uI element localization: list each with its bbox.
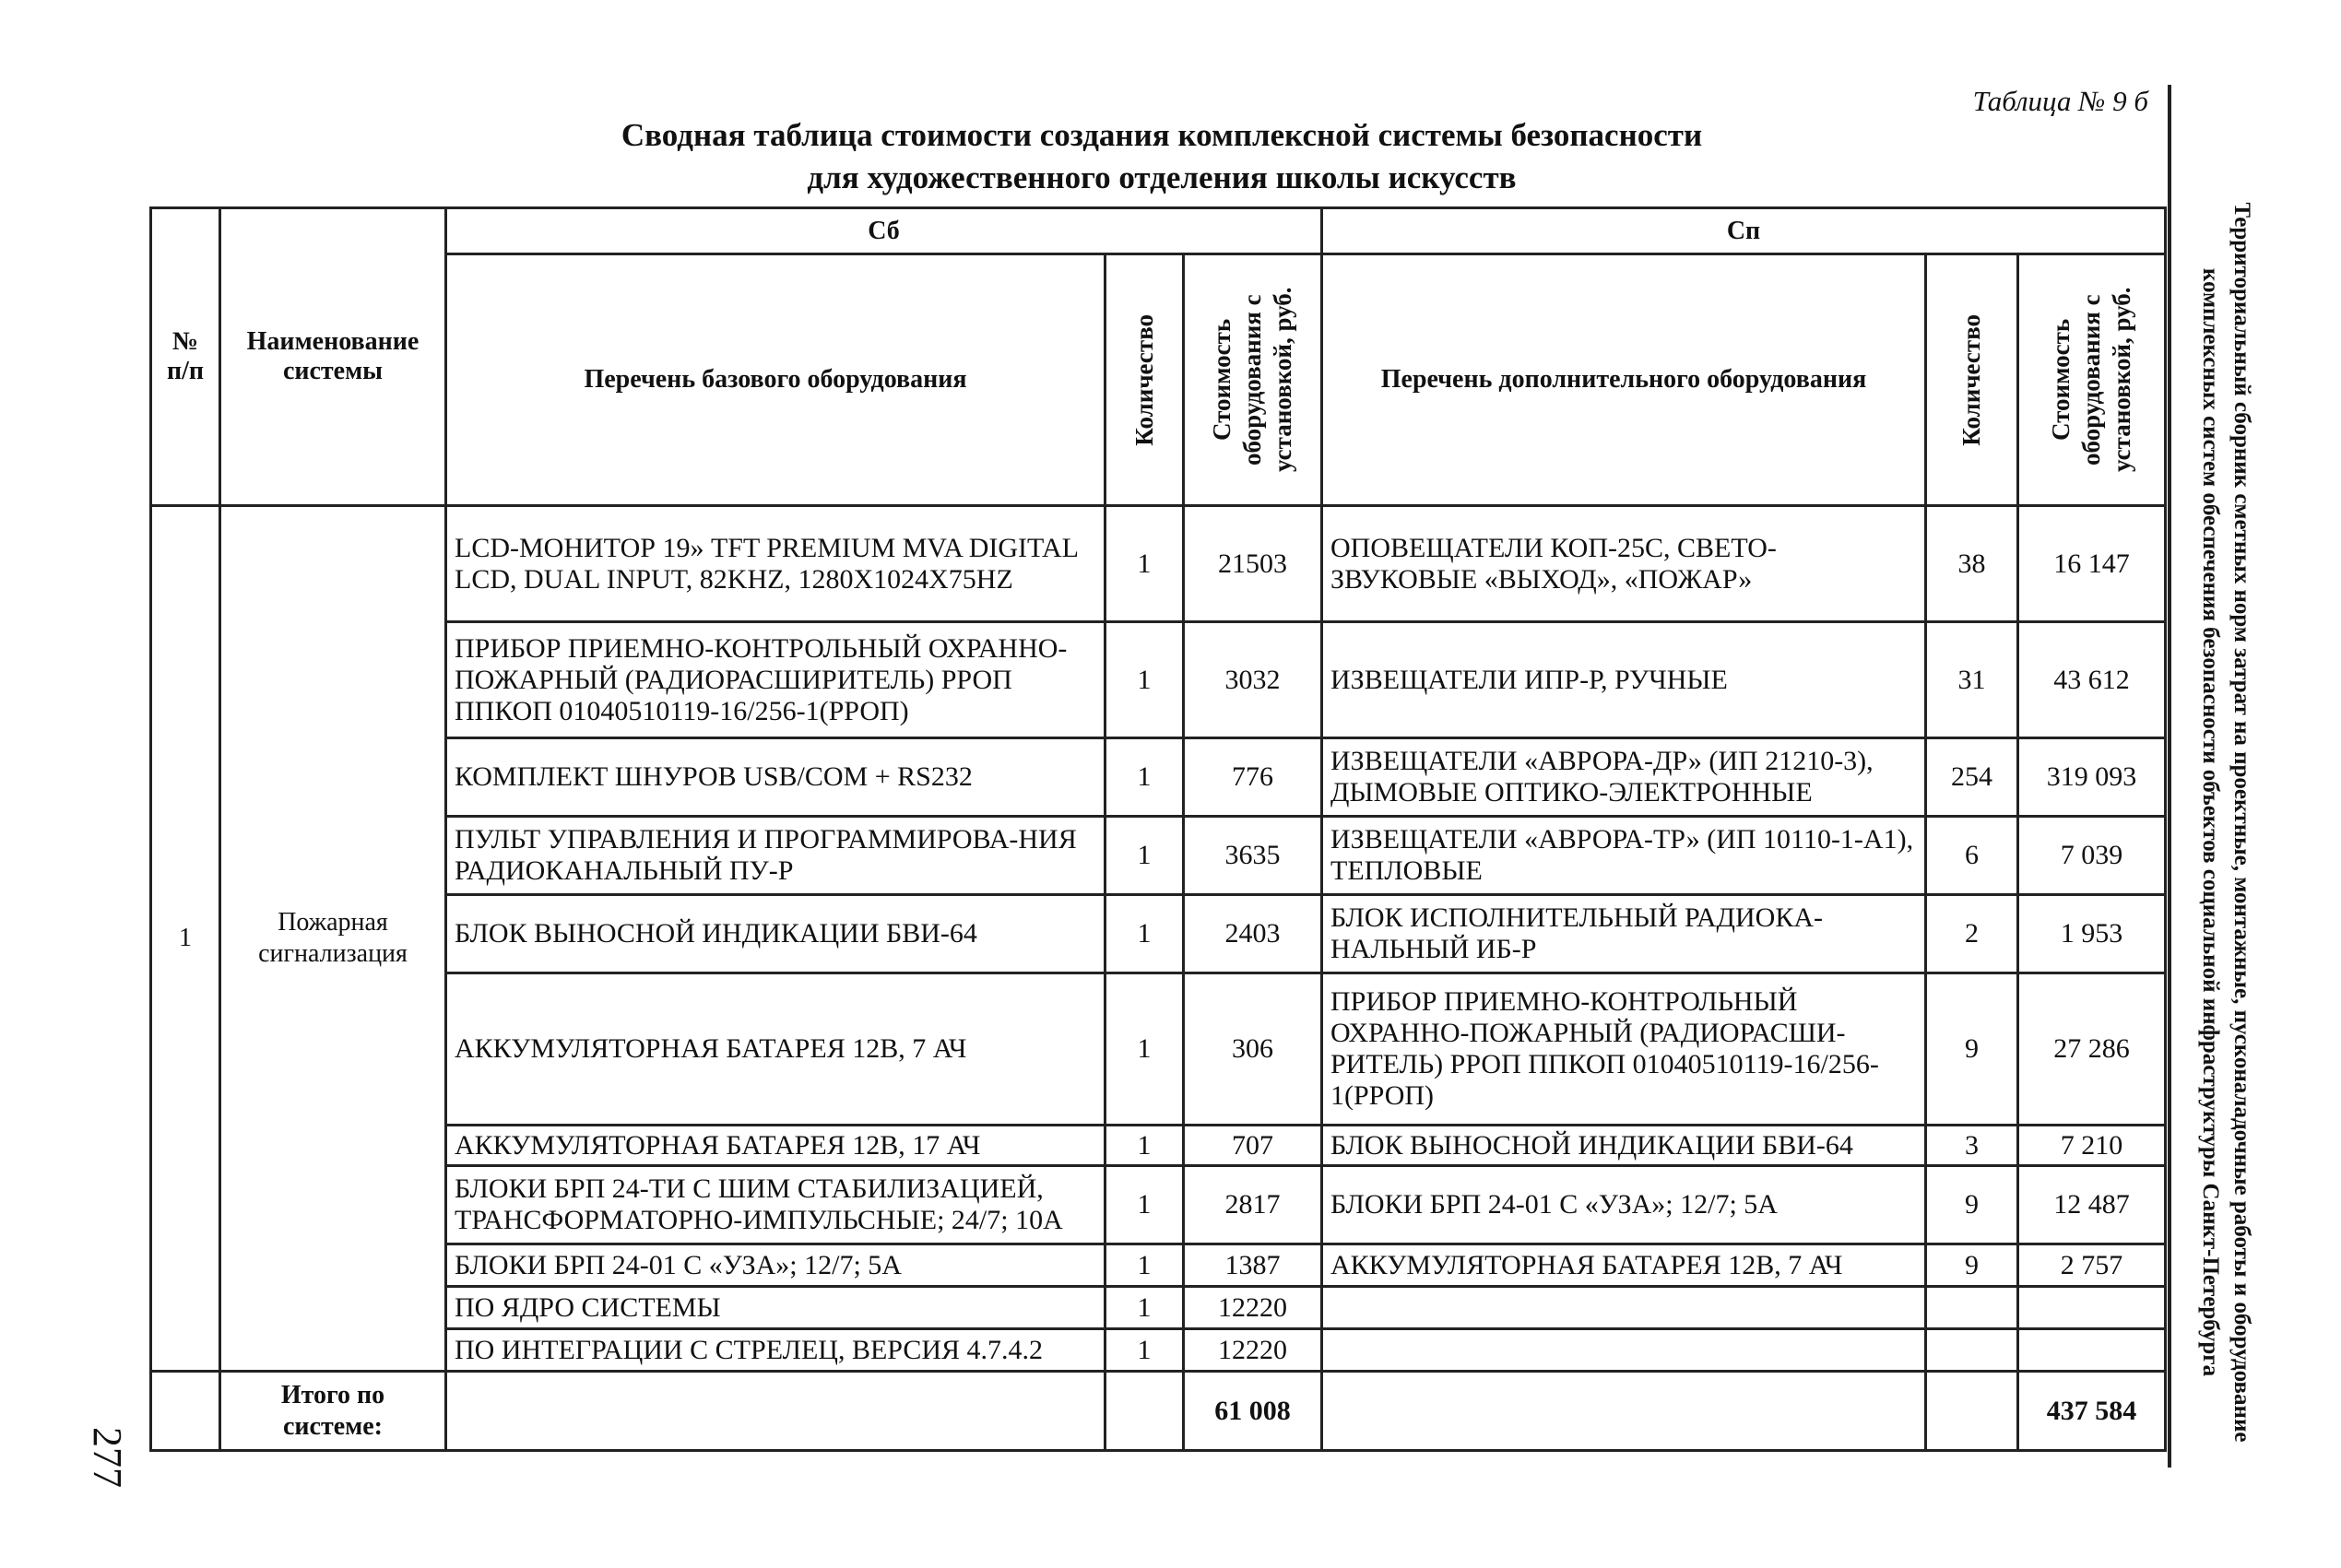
total-label: Итого по системе: (220, 1372, 446, 1451)
extra-qty: 9 (1926, 973, 2018, 1126)
base-cost: 3635 (1184, 817, 1322, 895)
table-row (151, 1126, 2166, 1166)
total-sp: 437 584 (2018, 1372, 2166, 1451)
header-sp: Сп (1322, 208, 2166, 254)
table-row (151, 1287, 2166, 1329)
extra-equipment: БЛОК ИСПОЛНИТЕЛЬНЫЙ РАДИОКА-НАЛЬНЫЙ ИБ-Р (1322, 895, 1926, 973)
header-cost-2: Стоимость оборудования с установкой, руб. (2018, 254, 2166, 506)
base-cost: 707 (1184, 1126, 1322, 1166)
base-cost: 12220 (1184, 1329, 1322, 1372)
total-sb: 61 008 (1184, 1372, 1322, 1451)
extra-cost: 2 757 (2018, 1244, 2166, 1287)
base-equipment: БЛОК ВЫНОСНОЙ ИНДИКАЦИИ БВИ-64 (446, 895, 1105, 973)
table-row (151, 1166, 2166, 1244)
header-base-list: Перечень базового оборудования (446, 254, 1105, 506)
total-num-cell (151, 1372, 220, 1451)
base-qty: 1 (1105, 1244, 1184, 1287)
header-num: № п/п (151, 208, 220, 506)
table-row (151, 738, 2166, 817)
extra-cost: 12 487 (2018, 1166, 2166, 1244)
base-equipment: АККУМУЛЯТОРНАЯ БАТАРЕЯ 12В, 7 АЧ (446, 973, 1105, 1126)
page-number (85, 1427, 140, 1510)
table-row (151, 973, 2166, 1126)
extra-qty: 9 (1926, 1166, 2018, 1244)
extra-qty (1926, 1329, 2018, 1372)
extra-qty: 38 (1926, 506, 2018, 622)
extra-cost (2018, 1287, 2166, 1329)
base-cost: 1387 (1184, 1244, 1322, 1287)
extra-qty: 254 (1926, 738, 2018, 817)
base-qty: 1 (1105, 1287, 1184, 1329)
extra-cost: 43 612 (2018, 622, 2166, 738)
base-equipment: ПРИБОР ПРИЕМНО-КОНТРОЛЬНЫЙ ОХРАННО-ПОЖАРНЫЙ (РАДИОРАСШИРИТЕЛЬ) РРОП ППКОП 01040510119-16/256-1(РРОП) (446, 622, 1105, 738)
extra-equipment: ПРИБОР ПРИЕМНО-КОНТРОЛЬНЫЙ ОХРАННО-ПОЖАРНЫЙ (РАДИОРАСШИ-РИТЕЛЬ) РРОП ППКОП 01040510119-16/256-1(РРОП) (1322, 973, 1926, 1126)
header-system: Наименование системы (220, 208, 446, 506)
header-qty-2: Количество (1926, 254, 2018, 506)
extra-equipment: ОПОВЕЩАТЕЛИ КОП-25С, СВЕТО-ЗВУКОВЫЕ «ВЫХОД», «ПОЖАР» (1322, 506, 1926, 622)
extra-equipment: БЛОКИ БРП 24-01 С «УЗА»; 12/7; 5А (1322, 1166, 1926, 1244)
extra-equipment (1322, 1287, 1926, 1329)
header-qty: Количество (1105, 254, 1184, 506)
extra-cost: 319 093 (2018, 738, 2166, 817)
title-line-2: для художественного отделения школы искусств (807, 159, 1517, 195)
extra-qty: 31 (1926, 622, 2018, 738)
extra-cost: 1 953 (2018, 895, 2166, 973)
extra-qty: 3 (1926, 1126, 2018, 1166)
extra-qty: 2 (1926, 895, 2018, 973)
base-equipment: БЛОКИ БРП 24-01 С «УЗА»; 12/7; 5А (446, 1244, 1105, 1287)
page-number-text: 277 (85, 1427, 130, 1488)
extra-equipment: ИЗВЕЩАТЕЛИ «АВРОРА-ТР» (ИП 10110-1-А1), ТЕПЛОВЫЕ (1322, 817, 1926, 895)
extra-cost: 7 039 (2018, 817, 2166, 895)
base-qty: 1 (1105, 973, 1184, 1126)
header-cost: Стоимость оборудования с установкой, руб. (1184, 254, 1322, 506)
base-qty: 1 (1105, 738, 1184, 817)
table-row (151, 1329, 2166, 1372)
extra-qty: 9 (1926, 1244, 2018, 1287)
extra-cost: 27 286 (2018, 973, 2166, 1126)
total-empty-extra (1322, 1372, 1926, 1451)
total-row (151, 1372, 2166, 1451)
base-equipment: БЛОКИ БРП 24-ТИ С ШИМ СТАБИЛИЗАЦИЕЙ, ТРАНСФОРМАТОРНО-ИМПУЛЬСНЫЕ; 24/7; 10А (446, 1166, 1105, 1244)
side-text-line-2: комплексных систем обеспечения безопасности объектов социальной инфраструктуры Санкт-Петербурга (2198, 267, 2223, 1377)
base-cost: 306 (1184, 973, 1322, 1126)
system-name: Пожарная сигнализация (220, 506, 446, 1372)
side-text-line-1: Территориальный сборник сметных норм затрат на проектные, монтажные, пусконаладочные работы и оборудование (2229, 202, 2254, 1443)
base-qty: 1 (1105, 622, 1184, 738)
extra-cost: 16 147 (2018, 506, 2166, 622)
extra-qty: 6 (1926, 817, 2018, 895)
table-row (151, 817, 2166, 895)
base-cost: 3032 (1184, 622, 1322, 738)
extra-equipment: ИЗВЕЩАТЕЛИ ИПР-Р, РУЧНЫЕ (1322, 622, 1926, 738)
extra-equipment: ИЗВЕЩАТЕЛИ «АВРОРА-ДР» (ИП 21210-3), ДЫМОВЫЕ ОПТИКО-ЭЛЕКТРОННЫЕ (1322, 738, 1926, 817)
base-equipment: ПУЛЬТ УПРАВЛЕНИЯ И ПРОГРАММИРОВА-НИЯ РАДИОКАНАЛЬНЫЙ ПУ-Р (446, 817, 1105, 895)
total-empty-qty (1105, 1372, 1184, 1451)
base-cost: 21503 (1184, 506, 1322, 622)
table-row (151, 506, 2166, 622)
table-row (151, 622, 2166, 738)
base-qty: 1 (1105, 1329, 1184, 1372)
extra-cost: 7 210 (2018, 1126, 2166, 1166)
header-sb: Сб (446, 208, 1322, 254)
page-title (516, 114, 1807, 199)
side-running-title (2198, 177, 2303, 1468)
title-line-1: Сводная таблица стоимости создания комплексной системы безопасности (621, 117, 1703, 153)
extra-cost (2018, 1329, 2166, 1372)
extra-equipment: АККУМУЛЯТОРНАЯ БАТАРЕЯ 12В, 7 АЧ (1322, 1244, 1926, 1287)
table-row (151, 1244, 2166, 1287)
base-qty: 1 (1105, 895, 1184, 973)
base-equipment: АККУМУЛЯТОРНАЯ БАТАРЕЯ 12В, 17 АЧ (446, 1126, 1105, 1166)
base-cost: 776 (1184, 738, 1322, 817)
extra-equipment (1322, 1329, 1926, 1372)
side-rule (2168, 85, 2171, 1468)
row-number: 1 (151, 506, 220, 1372)
base-cost: 12220 (1184, 1287, 1322, 1329)
base-qty: 1 (1105, 817, 1184, 895)
base-cost: 2403 (1184, 895, 1322, 973)
extra-equipment: БЛОК ВЫНОСНОЙ ИНДИКАЦИИ БВИ-64 (1322, 1126, 1926, 1166)
header-extra-list: Перечень дополнительного оборудования (1322, 254, 1926, 506)
extra-qty (1926, 1287, 2018, 1329)
base-qty: 1 (1105, 1166, 1184, 1244)
base-equipment: ПО ЯДРО СИСТЕМЫ (446, 1287, 1105, 1329)
base-qty: 1 (1105, 1126, 1184, 1166)
base-equipment: LCD-МОНИТОР 19» TFT PREMIUM MVA DIGITAL LCD, DUAL INPUT, 82KHZ, 1280X1024X75HZ (446, 506, 1105, 622)
total-empty-base (446, 1372, 1105, 1451)
table-number: Таблица № 9 б (1972, 85, 2148, 117)
base-cost: 2817 (1184, 1166, 1322, 1244)
base-qty: 1 (1105, 506, 1184, 622)
base-equipment: КОМПЛЕКТ ШНУРОВ USB/COM + RS232 (446, 738, 1105, 817)
cost-table (149, 206, 2167, 1452)
table-row (151, 895, 2166, 973)
total-empty-qty-2 (1926, 1372, 2018, 1451)
base-equipment: ПО ИНТЕГРАЦИИ С СТРЕЛЕЦ, ВЕРСИЯ 4.7.4.2 (446, 1329, 1105, 1372)
